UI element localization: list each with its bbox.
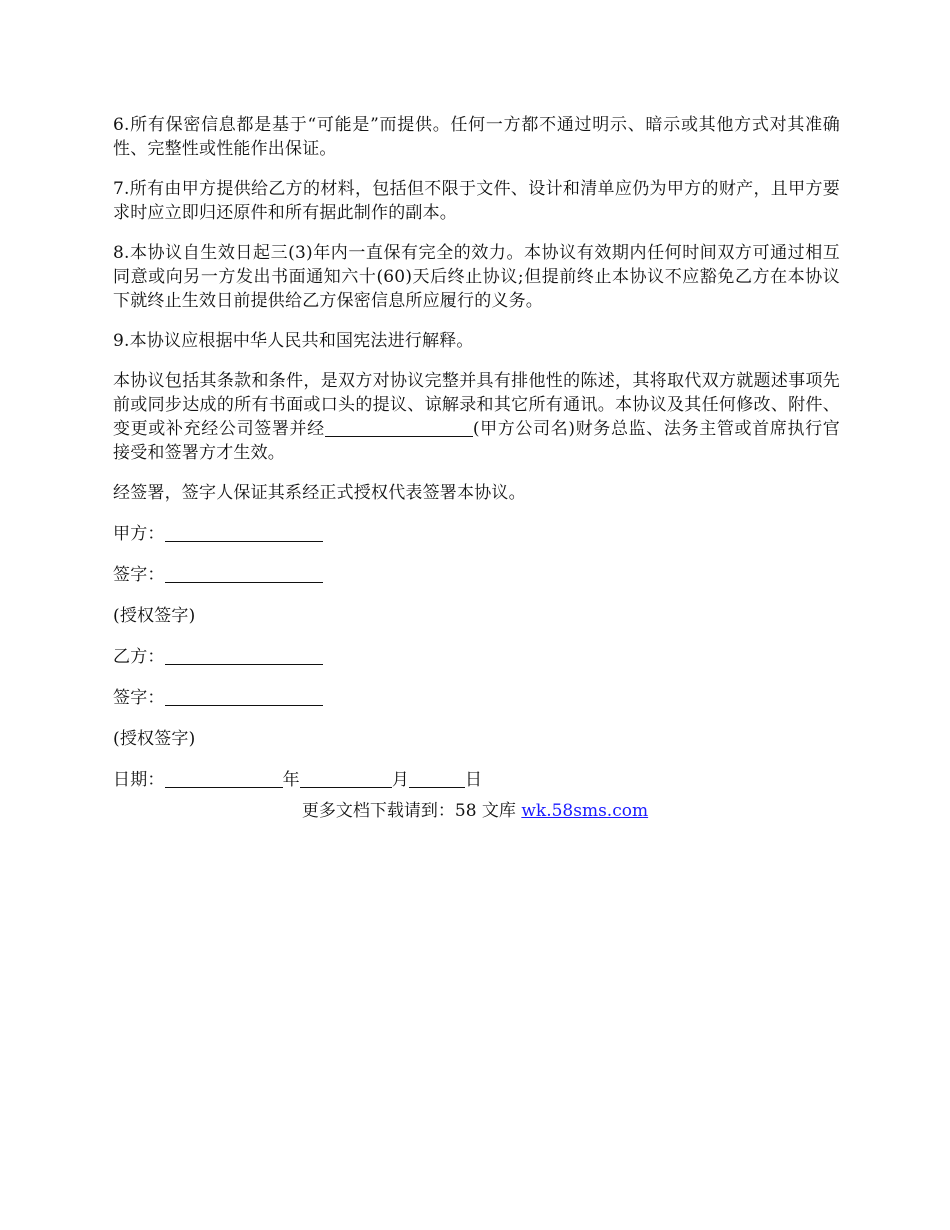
clause-7: 7.所有由甲方提供给乙方的材料，包括但不限于文件、设计和清单应仍为甲方的财产，且甲方要求时应立即归还原件和所有据此制作的副本。 xyxy=(113,179,840,223)
clause-9: 9.本协议应根据中华人民共和国宪法进行解释。 xyxy=(113,331,474,351)
document-body xyxy=(113,113,840,809)
day-blank xyxy=(409,769,465,788)
month-label: 月 xyxy=(391,770,410,790)
party-b-line xyxy=(113,645,840,669)
year-label: 年 xyxy=(282,770,300,790)
entire-agreement-clause xyxy=(113,369,840,465)
party-a-label: 甲方： xyxy=(113,524,165,544)
clause-8: 8.本协议自生效日起三(3)年内一直保有完全的效力。本协议有效期内任何时间双方可通过相互同意或向另一方发出书面通知六十(60)天后终止协议;但提前终止本协议不应豁免乙方在本协议下就终止生效日前提供给乙方保密信息所应履行的义务。 xyxy=(113,243,840,311)
footer-text: 更多文档下载请到：58 文库 xyxy=(301,801,522,821)
month-blank xyxy=(300,769,392,788)
sign-a-line xyxy=(113,563,840,587)
witness-statement: 经签署，签字人保证其系经正式授权代表签署本协议。 xyxy=(113,483,526,503)
party-a-line xyxy=(113,522,840,546)
party-a-blank xyxy=(165,523,323,542)
footer-link[interactable]: wk.58sms.com xyxy=(521,801,649,821)
entire-agreement-text-start: 本协议包括其条款和条件，是双方对协议完整并具有排他性的陈述，其将取代双方就题述事项先前或同步达成的所有书面或口头的提议、谅解录和其它所有通讯。本协议及其任何修改、附件、变更或补充经公司签署并经 xyxy=(113,371,840,439)
sign-b-label: 签字： xyxy=(113,688,165,708)
authorized-signature-a: (授权签字) xyxy=(113,606,196,626)
sign-b-blank xyxy=(165,687,323,706)
sign-b-line xyxy=(113,686,840,710)
date-line xyxy=(113,768,840,792)
entire-agreement-text-end: (甲方公司名)财务总监、法务主管或首席执行官接受和签署方才生效。 xyxy=(113,419,840,463)
sign-a-blank xyxy=(165,564,323,583)
party-b-label: 乙方： xyxy=(113,647,165,667)
company-name-blank xyxy=(325,418,473,437)
day-label: 日 xyxy=(465,770,483,790)
sign-a-label: 签字： xyxy=(113,565,165,585)
authorized-signature-b: (授权签字) xyxy=(113,729,196,749)
party-b-blank xyxy=(165,646,323,665)
footer xyxy=(0,799,950,823)
clause-6: 6.所有保密信息都是基于“可能是”而提供。任何一方都不通过明示、暗示或其他方式对其准确性、完整性或性能作出保证。 xyxy=(113,115,840,159)
year-blank xyxy=(165,769,283,788)
date-label: 日期： xyxy=(113,770,165,790)
